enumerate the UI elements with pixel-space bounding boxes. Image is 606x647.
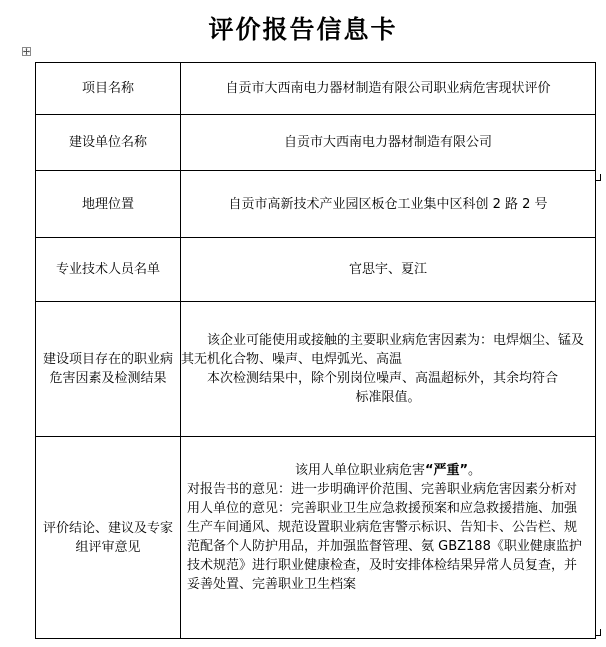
severity-emphasis: “严重” <box>424 463 469 478</box>
unit-name-value: 自贡市大西南电力器材制造有限公司 <box>181 115 596 171</box>
table-move-handle-icon[interactable] <box>22 47 31 56</box>
row-end-mark <box>595 629 601 636</box>
report-info-table <box>35 62 596 639</box>
location-label: 地理位置 <box>36 171 181 238</box>
conclusion-body-text: 对报告书的意见：进一步明确评价范围、完善职业病危害因素分析对用人单位的意见：完善职业卫生应急救援预案和应急救援措施、加强生产车间通风、规范设置职业病危害警示标识、告知卡、公告栏、规范配备个人防护用品，并加强监督管理、氨 GBZ188《职业健康监护技术规范》进行职业健康检查，及时安排体检结果异常人员复查，并妥善处置、完善职业卫生档案 <box>187 482 582 592</box>
table-row <box>36 171 596 238</box>
table-row <box>36 437 596 639</box>
conclusion-headline-prefix: 该用人单位职业病危害 <box>294 463 425 478</box>
unit-name-label: 建设单位名称 <box>36 115 181 171</box>
conclusion-label: 评价结论、建议及专家组评审意见 <box>36 437 181 639</box>
detection-result-continuation: 标准限值。 <box>355 390 421 405</box>
location-value: 自贡市高新技术产业园区板仓工业集中区科创 2 路 2 号 <box>181 171 596 238</box>
table-row <box>36 302 596 437</box>
project-name-label: 项目名称 <box>36 63 181 115</box>
staff-list-value: 官思宇、夏江 <box>181 238 596 302</box>
table-row <box>36 115 596 171</box>
conclusion-value <box>181 437 596 639</box>
detection-result-text: 本次检测结果中，除个别岗位噪声、高温超标外，其余均符合 <box>207 371 559 386</box>
hazard-findings-value <box>181 302 596 437</box>
table-row <box>36 238 596 302</box>
hazard-findings-label: 建设项目存在的职业病危害因素及检测结果 <box>36 302 181 437</box>
staff-list-label: 专业技术人员名单 <box>36 238 181 302</box>
table-row <box>36 63 596 115</box>
conclusion-headline <box>187 461 589 480</box>
page-title: 评价报告信息卡 <box>208 15 398 44</box>
hazard-factors-text: 该企业可能使用或接触的主要职业病危害因素为：电焊烟尘、锰及其无机化合物、噪声、电焊弧光、高温 <box>181 333 585 367</box>
conclusion-headline-suffix: 。 <box>468 463 482 478</box>
row-end-mark <box>595 174 601 181</box>
project-name-value: 自贡市大西南电力器材制造有限公司职业病危害现状评价 <box>181 63 596 115</box>
